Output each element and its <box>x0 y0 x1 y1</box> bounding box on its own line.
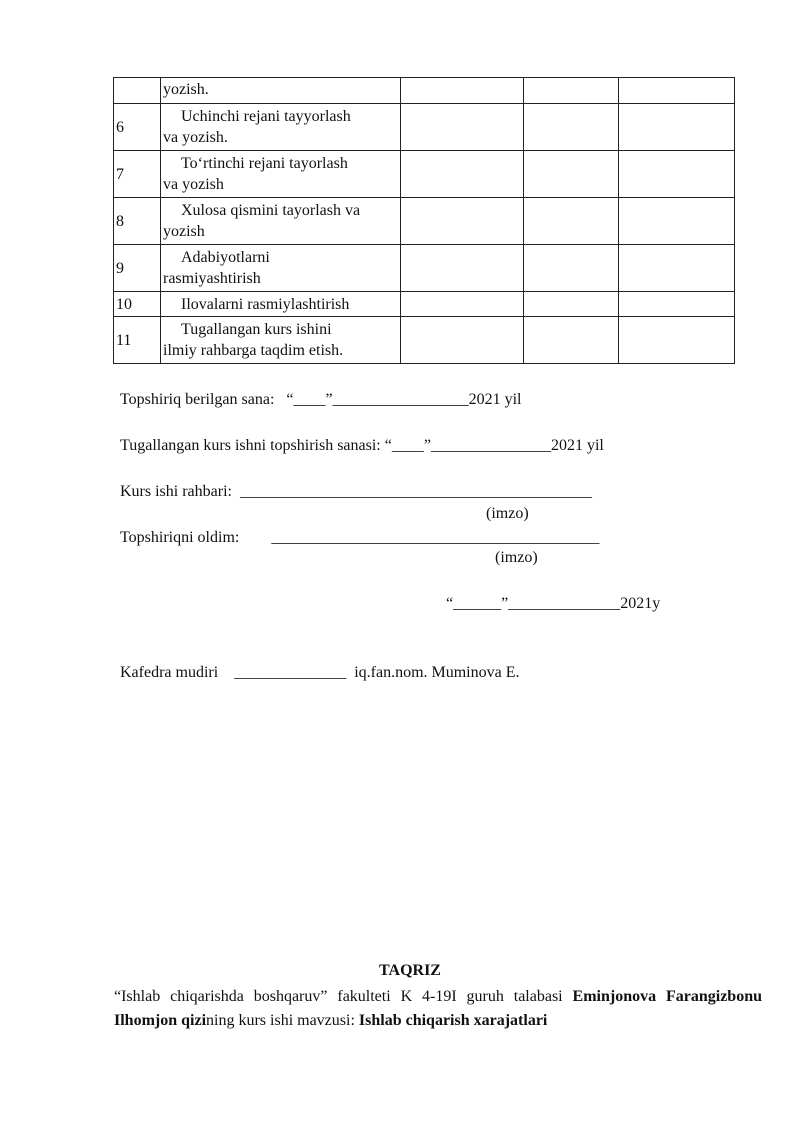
head-name: iq.fan.nom. Muminova E. <box>354 664 520 681</box>
issued-label: Topshiriq berilgan sana: <box>120 391 275 408</box>
row-number: 8 <box>114 198 161 245</box>
empty-cell <box>619 317 735 364</box>
course-work-topic: Ishlab chiqarish xarajatlari <box>358 1012 548 1029</box>
head-label: Kafedra mudiri <box>120 664 219 681</box>
table-row <box>114 245 735 292</box>
empty-cell <box>401 198 524 245</box>
supervisor-line <box>120 482 592 502</box>
empty-cell <box>524 245 619 292</box>
received-line <box>120 528 599 548</box>
head-blank: ______________ <box>234 664 347 681</box>
table-row <box>114 151 735 198</box>
empty-cell <box>524 317 619 364</box>
received-blank: _________________________________________ <box>271 529 600 546</box>
row-number: 6 <box>114 104 161 151</box>
supervisor-blank: ____________________________________________ <box>239 483 592 500</box>
empty-cell <box>524 198 619 245</box>
row-task <box>161 151 401 198</box>
table-row <box>114 292 735 317</box>
empty-cell <box>524 78 619 104</box>
issued-blank: _________________ <box>332 391 469 408</box>
empty-cell <box>401 78 524 104</box>
task-text-line2: ilmiy rahbarga taqdim etish. <box>163 342 344 359</box>
submit-blank: _______________ <box>430 437 551 454</box>
table-row <box>114 198 735 245</box>
row-number: 10 <box>114 292 161 317</box>
empty-cell <box>401 104 524 151</box>
signature-caption: (imzo) <box>495 549 538 566</box>
submit-quote: “____” <box>384 437 431 454</box>
table-row <box>114 104 735 151</box>
review-text-1: “Ishlab chiqarishda boshqaruv” fakulteti K 4-19I guruh talabasi <box>114 988 573 1005</box>
task-text-line1: Tugallangan kurs ishini <box>181 321 332 338</box>
date-blank: ______________ <box>508 595 621 612</box>
row-task <box>161 245 401 292</box>
row-number <box>114 78 161 104</box>
row-task <box>161 317 401 364</box>
task-text-line2: yozish <box>163 223 205 240</box>
student-name: Eminjonova Farangizbonu Ilhomjon qizi <box>114 988 762 1029</box>
empty-cell <box>401 245 524 292</box>
task-text-line1: Adabiyotlarni <box>181 249 270 266</box>
row-task <box>161 292 401 317</box>
task-text-line1: Xulosa qismini tayorlash va <box>181 202 361 219</box>
empty-cell <box>524 104 619 151</box>
empty-cell <box>619 198 735 245</box>
empty-cell <box>401 317 524 364</box>
submit-year: 2021 yil <box>550 437 604 454</box>
row-task <box>161 104 401 151</box>
empty-cell <box>401 292 524 317</box>
table-row <box>114 317 735 364</box>
task-text-line2: va yozish <box>163 176 224 193</box>
date-line <box>446 594 660 614</box>
task-text-line2: va yozish. <box>163 129 228 146</box>
review-text-2: ning kurs ishi mavzusi: <box>206 1012 359 1029</box>
empty-cell <box>619 245 735 292</box>
signature-caption: (imzo) <box>486 505 529 522</box>
review-paragraph <box>114 985 762 1033</box>
plan-table <box>113 77 735 364</box>
task-text-line1: To‘rtinchi rejani tayorlash <box>181 155 348 172</box>
task-text-line2: rasmiyashtirish <box>163 270 261 287</box>
row-task <box>161 78 401 104</box>
empty-cell <box>524 151 619 198</box>
issued-date-line <box>120 390 522 410</box>
row-number: 11 <box>114 317 161 364</box>
date-quote: “______” <box>446 595 509 612</box>
head-of-department-line <box>120 663 520 683</box>
row-number: 9 <box>114 245 161 292</box>
empty-cell <box>619 78 735 104</box>
date-year: 2021y <box>620 595 661 612</box>
issued-quote: “____” <box>286 391 333 408</box>
row-number: 7 <box>114 151 161 198</box>
empty-cell <box>619 104 735 151</box>
review-title: TAQRIZ <box>379 962 441 979</box>
task-text-line1: Uchinchi rejani tayyorlash <box>181 108 351 125</box>
empty-cell <box>619 151 735 198</box>
empty-cell <box>619 292 735 317</box>
received-label: Topshiriqni oldim: <box>120 529 240 546</box>
submit-date-line <box>120 436 604 456</box>
submit-label: Tugallangan kurs ishni topshirish sanasi: <box>120 437 381 454</box>
supervisor-label: Kurs ishi rahbari: <box>120 483 232 500</box>
row-task <box>161 198 401 245</box>
table-row <box>114 78 735 104</box>
empty-cell <box>401 151 524 198</box>
task-text: yozish. <box>163 81 209 98</box>
empty-cell <box>524 292 619 317</box>
task-text-line1: Ilovalarni rasmiylashtirish <box>181 295 350 313</box>
issued-year: 2021 yil <box>468 391 522 408</box>
